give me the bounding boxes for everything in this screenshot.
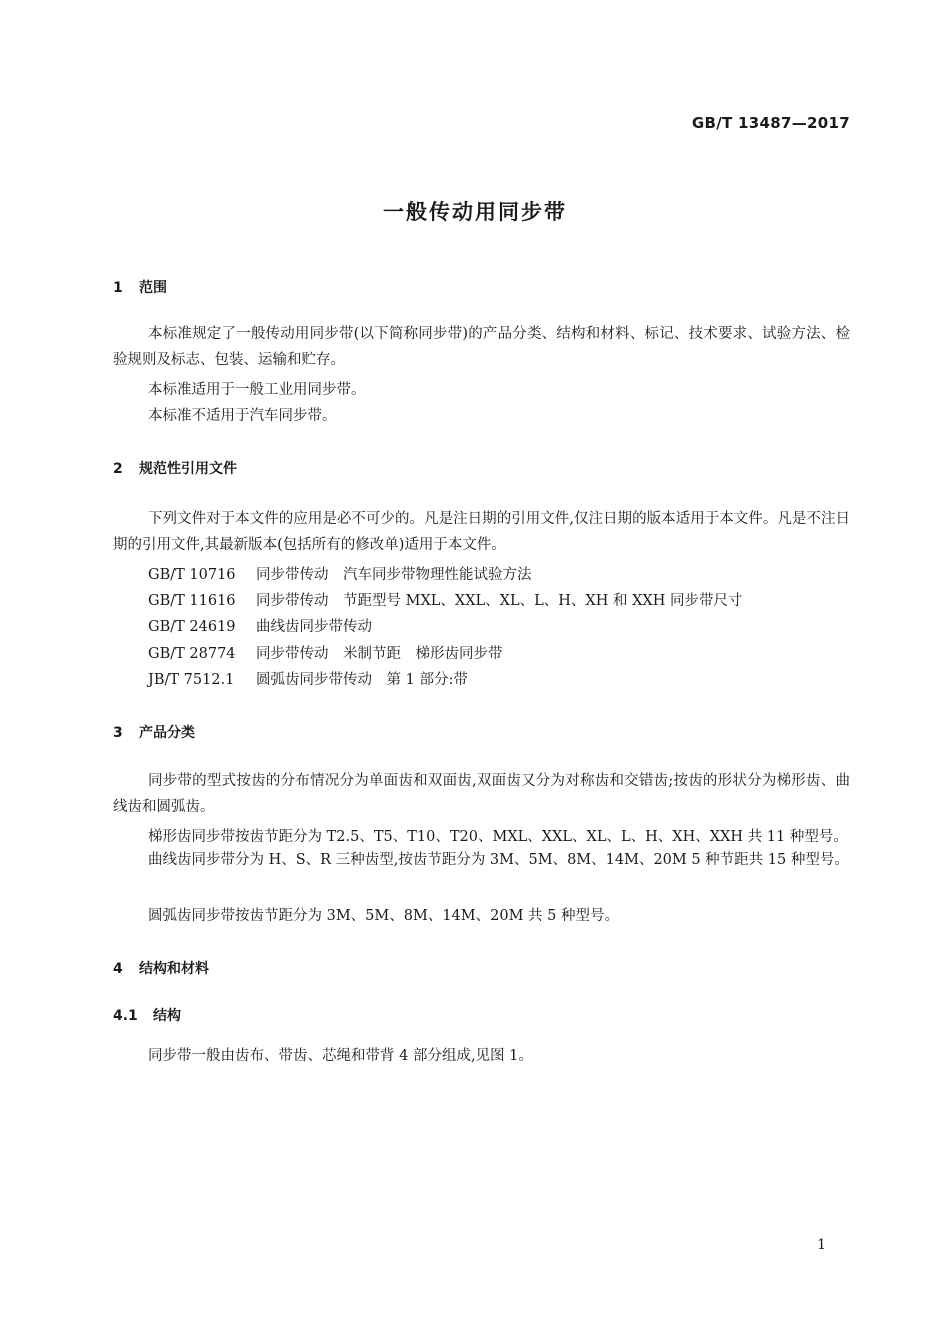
section-title: 规范性引用文件 [139,461,237,477]
section-3-paragraph-2: 梯形齿同步带按齿节距分为 T2.5、T5、T10、T20、MXL、XXL、XL、L、H、XH、XXH 共 11 种型号。 [148,829,848,845]
section-title: 结构 [153,1008,181,1024]
reference-code: GB/T 11616 [148,593,236,609]
section-3-paragraph-1: 同步带的型式按齿的分布情况分为单面齿和双面齿,双面齿又分为对称齿和交错齿;按齿的形状分为梯形齿、曲线齿和圆弧齿。 [113,773,850,815]
section-2-intro: 下列文件对于本文件的应用是必不可少的。凡是注日期的引用文件,仅注日期的版本适用于本文件。凡是不注日期的引用文件,其最新版本(包括所有的修改单)适用于本文件。 [113,511,850,553]
section-1-paragraph-1: 本标准规定了一般传动用同步带(以下简称同步带)的产品分类、结构和材料、标记、技术要求、试验方法、检验规则及标志、包装、运输和贮存。 [113,326,850,368]
reference-item [148,668,468,689]
section-number: 4.1 [113,1008,138,1024]
section-3-heading [113,722,195,742]
reference-title: 同步带传动 汽车同步带物理性能试验方法 [256,567,532,583]
reference-item [148,563,532,584]
section-number: 2 [113,461,123,477]
section-1-heading [113,277,167,297]
reference-code: GB/T 28774 [148,646,236,662]
reference-item [148,615,372,636]
reference-item [148,642,503,663]
reference-code: GB/T 24619 [148,619,236,635]
section-2-heading [113,458,237,478]
reference-title: 同步带传动 米制节距 梯形齿同步带 [256,646,503,662]
section-3-paragraph-4: 圆弧齿同步带按齿节距分为 3M、5M、8M、14M、20M 共 5 种型号。 [148,908,619,924]
section-1-paragraph-3: 本标准不适用于汽车同步带。 [148,408,337,424]
standard-number: GB/T 13487—2017 [691,114,850,132]
reference-item [148,589,743,610]
section-4-heading [113,958,209,978]
reference-code: GB/T 10716 [148,567,236,583]
subsection-4-1-paragraph-1: 同步带一般由齿布、带齿、芯绳和带背 4 部分组成,见图 1。 [148,1048,533,1064]
section-number: 3 [113,725,123,741]
reference-title: 圆弧齿同步带传动 第 1 部分:带 [256,672,468,688]
page-number: 1 [817,1237,826,1253]
section-1-paragraph-2: 本标准适用于一般工业用同步带。 [148,382,366,398]
section-title: 结构和材料 [139,961,209,977]
reference-title: 同步带传动 节距型号 MXL、XXL、XL、L、H、XH 和 XXH 同步带尺寸 [256,593,743,609]
reference-title: 曲线齿同步带传动 [256,619,372,635]
reference-code: JB/T 7512.1 [148,672,235,688]
section-3-paragraph-3: 曲线齿同步带分为 H、S、R 三种齿型,按齿节距分为 3M、5M、8M、14M、20M 5 种节距共 15 种型号。 [148,852,849,868]
section-title: 范围 [139,280,167,296]
section-number: 4 [113,961,123,977]
section-number: 1 [113,280,123,296]
section-title: 产品分类 [139,725,195,741]
document-title: 一般传动用同步带 [383,200,567,224]
subsection-4-1-heading [113,1005,181,1025]
